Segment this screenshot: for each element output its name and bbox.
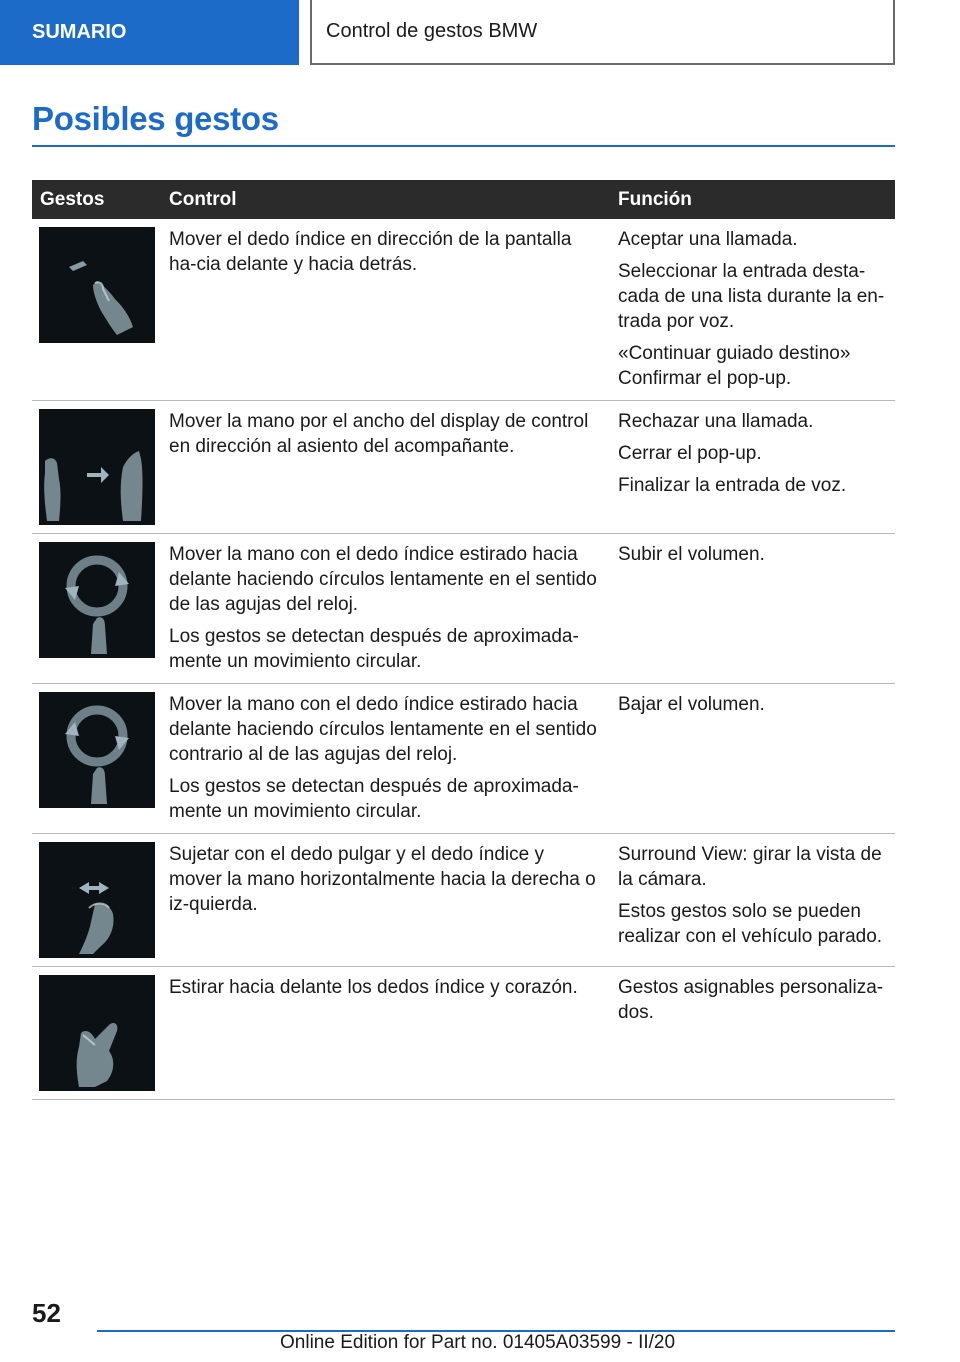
table-row [32, 401, 895, 534]
title-divider [32, 145, 895, 147]
sumario-tab[interactable] [0, 0, 299, 65]
table-header-row [32, 180, 895, 219]
control-cell: Estirar hacia delante los dedos índice y corazón. [161, 967, 610, 1100]
control-cell: Mover el dedo índice en dirección de la pantalla ha‐cia delante y hacia detrás. [161, 219, 610, 401]
table-row [32, 834, 895, 967]
swipe-finger-icon [39, 227, 155, 343]
control-cell: Sujetar con el dedo pulgar y el dedo índice y mover la mano horizontalmente hacia la derecha o iz‐quierda. [161, 834, 610, 967]
gesture-image-cell [32, 401, 161, 534]
control-cell: Mover la mano por el ancho del display de control en dirección al asiento del acompañante. [161, 401, 610, 534]
circle-counterclockwise-icon [39, 692, 155, 808]
control-cell: Mover la mano con el dedo índice estirado hacia delante haciendo círculos lentamente en el sentido de las agujas del reloj. Los gestos se detectan después de aproximada‐mente un movimiento circular. [161, 534, 610, 684]
function-cell: Aceptar una llamada. Seleccionar la entrada desta‐cada de una lista durante la en‐trada por voz. «Continuar guiado destino» Confirmar el pop-up. [610, 219, 895, 401]
function-cell: Subir el volumen. [610, 534, 895, 684]
table-row [32, 534, 895, 684]
gesture-image-cell [32, 219, 161, 401]
function-cell: Rechazar una llamada. Cerrar el pop-up. Finalizar la entrada de voz. [610, 401, 895, 534]
function-cell: Bajar el volumen. [610, 684, 895, 834]
section-title: Control de gestos BMW [326, 20, 538, 42]
table-row [32, 684, 895, 834]
two-finger-point-icon [39, 975, 155, 1091]
table-row [32, 219, 895, 401]
circle-clockwise-icon [39, 542, 155, 658]
header-funcion: Función [610, 180, 895, 219]
footer-edition-text: Online Edition for Part no. 01405A03599 - II/20 [280, 1332, 676, 1353]
function-cell: Gestos asignables personaliza‐dos. [610, 967, 895, 1100]
gesture-image-cell [32, 684, 161, 834]
control-cell: Mover la mano con el dedo índice estirado hacia delante haciendo círculos lentamente en el sentido contrario al de las agujas del reloj. Los gestos se detectan después de aproximada‐mente un movimiento circular. [161, 684, 610, 834]
sumario-label: SUMARIO [32, 21, 127, 43]
page-number: 52 [32, 1298, 61, 1328]
section-title-tab [310, 0, 895, 65]
gestures-table [32, 180, 895, 1100]
gesture-image-cell [32, 967, 161, 1100]
table-row [32, 967, 895, 1100]
page-title: Posibles gestos [32, 100, 279, 137]
pinch-rotate-icon [39, 842, 155, 958]
header-gestos: Gestos [32, 180, 161, 219]
header-control: Control [161, 180, 610, 219]
gesture-image-cell [32, 534, 161, 684]
hand-swipe-icon [39, 409, 155, 525]
function-cell: Surround View: girar la vista de la cámara. Estos gestos solo se pueden realizar con el vehículo parado. [610, 834, 895, 967]
gesture-image-cell [32, 834, 161, 967]
